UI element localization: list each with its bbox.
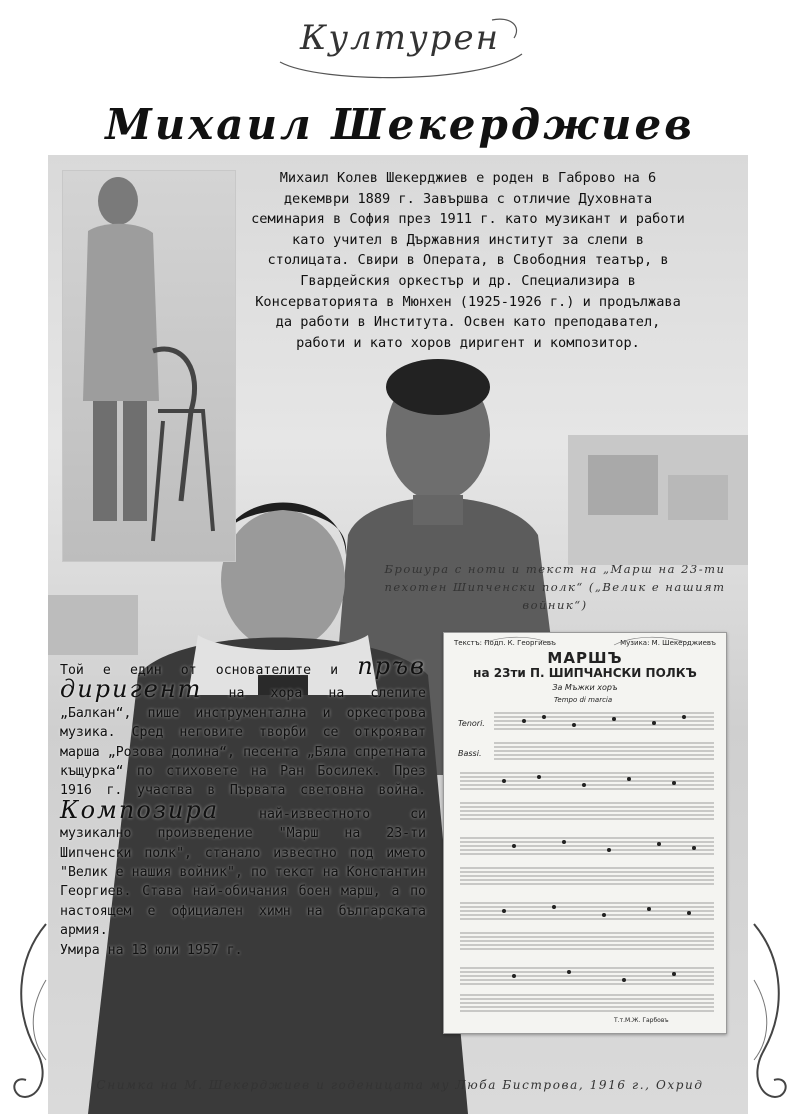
standing-portrait-photo (62, 170, 236, 562)
photo-caption: Снимка на М. Шекерджиев и годеницата му Люба Бистрова, 1916 г., Охрид (96, 1078, 704, 1092)
biography-main (60, 652, 426, 960)
score-staves-illustration (444, 633, 726, 1033)
score-subtitle: на 23ти П. ШИПЧАНСКИ ПОЛКЪ (473, 666, 697, 680)
left-flourish-ornament (6, 920, 66, 1114)
bio-death-line: Умира на 13 юли 1957 г. (60, 942, 243, 958)
score-tempo: Tempo di marcia (554, 696, 613, 704)
brand-logo: Културен (300, 18, 500, 58)
score-music-credit: Музика: М. Шекерджиевъ (620, 639, 716, 647)
brochure-caption: Брошура с ноти и текст на „Марш на 23-ти пехотен Шипченски полк“ („Велик е нашият войник“) (384, 562, 726, 612)
standing-portrait-illustration (63, 171, 235, 561)
bio-p1-start: Той е един от основателите и (60, 663, 358, 678)
score-bassi-label: Bassi. (458, 749, 482, 758)
biography-intro: Михаил Колев Шекерджиев е роден в Габрово на 6 декември 1889 г. Завършва с отличие Духовната семинария в София през 1911 г. като музикант и работи като учител в Държавния институт за слепи в столицата. Свири в Операта, в Свободния театър, в Гвардейския оркестър и др. Специализира в Консерваторията в Мюнхен (1925-1926 г.) и продължава да работи в Института. Освен като преподавател, работи и като хоров диригент и композитор. (251, 170, 685, 351)
score-title: МАРШЪ (547, 649, 623, 667)
score-tenori-label: Tenori. (458, 719, 485, 728)
bio-p1-emphasis: пръв диригент (60, 652, 426, 704)
page-title: Михаил Шекерджиев (105, 100, 695, 149)
bio-p1-rest: на хора на слепите „Балкан“, пише инструментална и оркестрова музика. Сред неговите творби се открояват марша „Розова долина“, песента „Бяла спретната къщурка“ по стиховете на Ран Босилек. През 1916 г. участва в Първата световна война. (60, 686, 426, 799)
sheet-music-brochure (443, 632, 727, 1034)
score-footer: Т.т.М.Ж. Гарбовъ (614, 1017, 669, 1024)
bio-p2-emphasis: Композира (60, 795, 220, 824)
score-text-credit: Текстъ: Подп. К. Георгиевъ (454, 639, 557, 647)
right-flourish-ornament (734, 920, 794, 1114)
bio-p2-rest: най-известното си музикално произведение "Марш на 23-ти Шипченски полк", станало известно под името "Велик е нашия войник", по текст на Константин Георгиев. Става най-обичания боен марш, а по настоящем е официален химн на българската армия. (60, 806, 426, 939)
score-voices: За Мъжки хоръ (552, 683, 618, 692)
